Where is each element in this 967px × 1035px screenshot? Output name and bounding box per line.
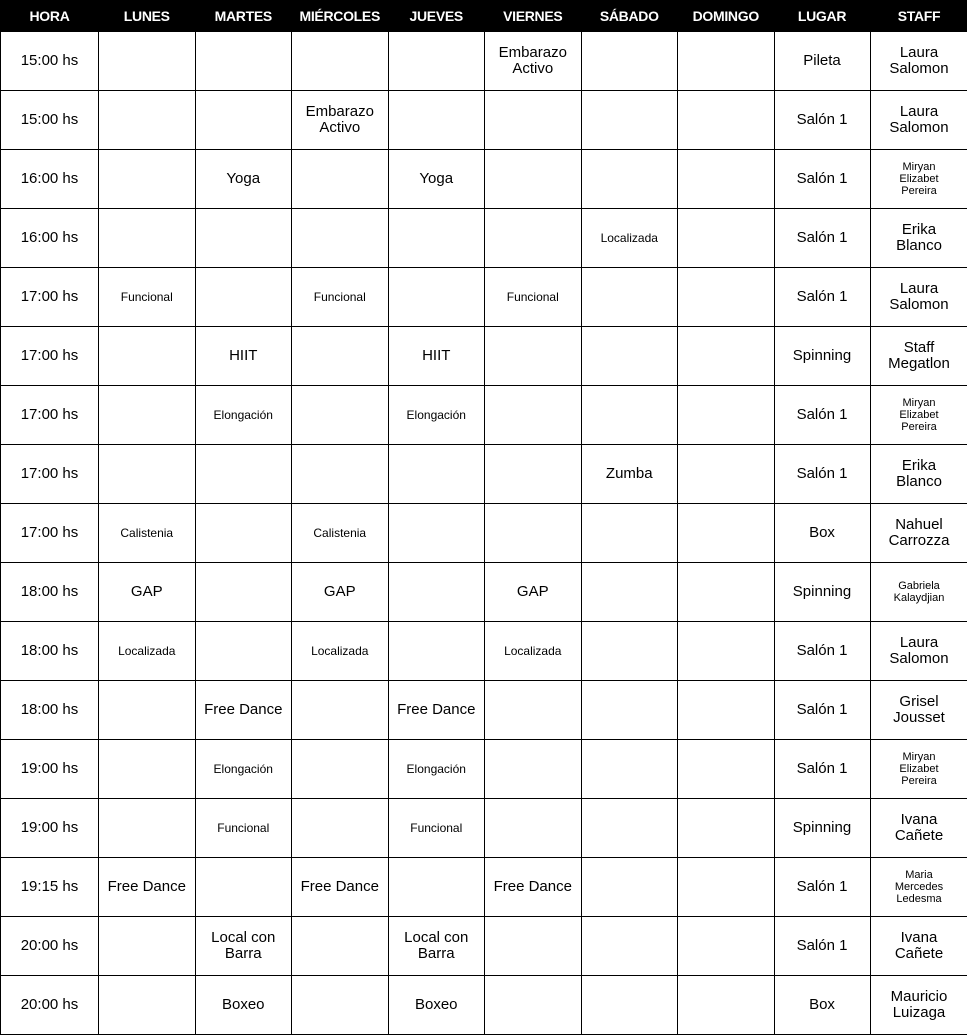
time-cell: 17:00 hs	[1, 445, 99, 504]
class-cell	[678, 622, 775, 681]
class-cell	[292, 209, 389, 268]
class-cell	[99, 976, 196, 1035]
location-cell: Spinning	[774, 327, 870, 386]
staff-cell: Erika Blanco	[870, 445, 967, 504]
class-cell	[99, 91, 196, 150]
location-cell: Salón 1	[774, 268, 870, 327]
class-cell	[678, 976, 775, 1035]
location-cell: Salón 1	[774, 917, 870, 976]
class-cell: Boxeo	[195, 976, 292, 1035]
staff-cell: Gabriela Kalaydjian	[870, 563, 967, 622]
location-cell: Salón 1	[774, 858, 870, 917]
class-cell	[678, 799, 775, 858]
class-cell	[99, 327, 196, 386]
class-cell: Free Dance	[485, 858, 582, 917]
table-row	[1, 976, 967, 1035]
table-row	[1, 681, 967, 740]
class-cell	[292, 445, 389, 504]
class-cell	[581, 976, 678, 1035]
table-row	[1, 150, 967, 209]
class-cell	[678, 32, 775, 91]
location-cell: Box	[774, 504, 870, 563]
staff-cell: Erika Blanco	[870, 209, 967, 268]
class-cell: Embarazo Activo	[485, 32, 582, 91]
class-cell	[581, 681, 678, 740]
location-cell: Salón 1	[774, 445, 870, 504]
time-cell: 19:00 hs	[1, 799, 99, 858]
time-cell: 17:00 hs	[1, 504, 99, 563]
time-cell: 18:00 hs	[1, 563, 99, 622]
table-row	[1, 917, 967, 976]
header-row	[1, 1, 967, 32]
table-row	[1, 91, 967, 150]
class-cell	[195, 268, 292, 327]
class-cell	[485, 209, 582, 268]
class-cell: Funcional	[485, 268, 582, 327]
class-cell	[388, 858, 485, 917]
class-cell	[678, 91, 775, 150]
table-row	[1, 386, 967, 445]
header-day-domingo: DOMINGO	[678, 1, 775, 32]
class-cell	[195, 504, 292, 563]
class-cell	[292, 976, 389, 1035]
staff-cell: Ivana Cañete	[870, 799, 967, 858]
class-cell	[678, 268, 775, 327]
class-cell: Local con Barra	[388, 917, 485, 976]
class-cell	[99, 445, 196, 504]
class-cell: Funcional	[388, 799, 485, 858]
staff-cell: Mauricio Luizaga	[870, 976, 967, 1035]
table-row	[1, 563, 967, 622]
staff-cell: Miryan Elizabet Pereira	[870, 150, 967, 209]
header-day-sabado: SÁBADO	[581, 1, 678, 32]
class-cell	[388, 268, 485, 327]
staff-cell: Laura Salomon	[870, 91, 967, 150]
class-cell	[485, 91, 582, 150]
class-cell	[292, 917, 389, 976]
staff-cell: Maria Mercedes Ledesma	[870, 858, 967, 917]
staff-cell: Miryan Elizabet Pereira	[870, 740, 967, 799]
class-cell: Elongación	[195, 740, 292, 799]
class-cell	[292, 740, 389, 799]
class-cell: Localizada	[581, 209, 678, 268]
class-cell	[99, 799, 196, 858]
class-cell	[292, 32, 389, 91]
class-cell	[292, 681, 389, 740]
time-cell: 17:00 hs	[1, 386, 99, 445]
class-cell	[678, 681, 775, 740]
table-row	[1, 504, 967, 563]
class-cell	[485, 917, 582, 976]
time-cell: 19:00 hs	[1, 740, 99, 799]
header-day-jueves: JUEVES	[388, 1, 485, 32]
class-cell: Funcional	[292, 268, 389, 327]
time-cell: 15:00 hs	[1, 32, 99, 91]
class-cell: HIIT	[195, 327, 292, 386]
class-cell	[99, 386, 196, 445]
class-cell	[581, 917, 678, 976]
location-cell: Box	[774, 976, 870, 1035]
class-cell	[678, 504, 775, 563]
table-row	[1, 858, 967, 917]
location-cell: Salón 1	[774, 622, 870, 681]
staff-cell: Miryan Elizabet Pereira	[870, 386, 967, 445]
class-cell	[485, 681, 582, 740]
class-cell: Free Dance	[195, 681, 292, 740]
time-cell: 19:15 hs	[1, 858, 99, 917]
class-cell	[292, 799, 389, 858]
class-cell	[195, 445, 292, 504]
class-cell	[581, 327, 678, 386]
staff-cell: Ivana Cañete	[870, 917, 967, 976]
header-staff: STAFF	[870, 1, 967, 32]
class-cell	[292, 327, 389, 386]
class-cell	[388, 504, 485, 563]
class-cell	[388, 32, 485, 91]
class-cell	[581, 858, 678, 917]
class-cell	[388, 209, 485, 268]
location-cell: Salón 1	[774, 740, 870, 799]
class-cell: GAP	[292, 563, 389, 622]
table-row	[1, 445, 967, 504]
table-row	[1, 740, 967, 799]
class-cell	[678, 858, 775, 917]
location-cell: Salón 1	[774, 681, 870, 740]
time-cell: 17:00 hs	[1, 268, 99, 327]
class-cell	[195, 858, 292, 917]
class-cell	[581, 622, 678, 681]
header-day-martes: MARTES	[195, 1, 292, 32]
class-cell	[485, 327, 582, 386]
class-cell	[678, 150, 775, 209]
location-cell: Spinning	[774, 563, 870, 622]
class-cell	[388, 445, 485, 504]
class-cell: HIIT	[388, 327, 485, 386]
class-cell	[678, 327, 775, 386]
table-row	[1, 799, 967, 858]
time-cell: 20:00 hs	[1, 976, 99, 1035]
class-cell	[195, 622, 292, 681]
time-cell: 17:00 hs	[1, 327, 99, 386]
class-cell: Free Dance	[99, 858, 196, 917]
class-cell: Funcional	[195, 799, 292, 858]
class-cell: Elongación	[388, 740, 485, 799]
class-cell	[678, 209, 775, 268]
class-cell: Zumba	[581, 445, 678, 504]
class-cell: Localizada	[292, 622, 389, 681]
class-cell	[292, 150, 389, 209]
class-cell	[195, 91, 292, 150]
time-cell: 16:00 hs	[1, 209, 99, 268]
class-cell: Yoga	[195, 150, 292, 209]
class-cell: Elongación	[388, 386, 485, 445]
class-cell: Boxeo	[388, 976, 485, 1035]
class-cell	[99, 32, 196, 91]
location-cell: Salón 1	[774, 209, 870, 268]
time-cell: 15:00 hs	[1, 91, 99, 150]
class-cell: Embarazo Activo	[292, 91, 389, 150]
class-cell	[581, 386, 678, 445]
class-cell: Yoga	[388, 150, 485, 209]
class-cell: Elongación	[195, 386, 292, 445]
class-cell	[581, 91, 678, 150]
class-cell	[581, 504, 678, 563]
schedule-body	[1, 32, 967, 1035]
schedule-header	[1, 1, 967, 32]
class-cell	[99, 740, 196, 799]
table-row	[1, 268, 967, 327]
class-cell	[388, 622, 485, 681]
class-cell: Calistenia	[99, 504, 196, 563]
class-cell	[292, 386, 389, 445]
staff-cell: Grisel Jousset	[870, 681, 967, 740]
class-cell: GAP	[485, 563, 582, 622]
class-cell	[678, 445, 775, 504]
header-lugar: LUGAR	[774, 1, 870, 32]
header-hora: HORA	[1, 1, 99, 32]
staff-cell: Nahuel Carrozza	[870, 504, 967, 563]
location-cell: Salón 1	[774, 91, 870, 150]
class-cell: Local con Barra	[195, 917, 292, 976]
class-cell	[485, 150, 582, 209]
class-cell	[99, 917, 196, 976]
class-cell: GAP	[99, 563, 196, 622]
header-day-lunes: LUNES	[99, 1, 196, 32]
class-cell	[581, 150, 678, 209]
class-cell: Localizada	[99, 622, 196, 681]
staff-cell: Staff Megatlon	[870, 327, 967, 386]
staff-cell: Laura Salomon	[870, 268, 967, 327]
class-cell	[485, 504, 582, 563]
class-cell	[99, 209, 196, 268]
class-cell	[581, 799, 678, 858]
class-cell	[195, 563, 292, 622]
class-cell: Calistenia	[292, 504, 389, 563]
class-cell	[99, 681, 196, 740]
class-cell: Funcional	[99, 268, 196, 327]
class-cell	[485, 976, 582, 1035]
time-cell: 20:00 hs	[1, 917, 99, 976]
class-cell	[99, 150, 196, 209]
table-row	[1, 32, 967, 91]
time-cell: 18:00 hs	[1, 681, 99, 740]
class-cell	[678, 563, 775, 622]
staff-cell: Laura Salomon	[870, 32, 967, 91]
class-cell	[678, 386, 775, 445]
class-cell	[388, 563, 485, 622]
table-row	[1, 622, 967, 681]
class-cell	[581, 32, 678, 91]
table-row	[1, 327, 967, 386]
location-cell: Spinning	[774, 799, 870, 858]
class-cell	[388, 91, 485, 150]
class-cell	[485, 445, 582, 504]
class-cell	[195, 209, 292, 268]
location-cell: Salón 1	[774, 386, 870, 445]
location-cell: Salón 1	[774, 150, 870, 209]
class-cell	[485, 740, 582, 799]
header-day-miercoles: MIÉRCOLES	[292, 1, 389, 32]
class-cell: Free Dance	[292, 858, 389, 917]
staff-cell: Laura Salomon	[870, 622, 967, 681]
table-row	[1, 209, 967, 268]
header-day-viernes: VIERNES	[485, 1, 582, 32]
class-cell	[581, 268, 678, 327]
class-cell: Localizada	[485, 622, 582, 681]
class-cell	[581, 563, 678, 622]
location-cell: Pileta	[774, 32, 870, 91]
class-cell	[485, 386, 582, 445]
time-cell: 18:00 hs	[1, 622, 99, 681]
class-cell	[581, 740, 678, 799]
class-cell	[195, 32, 292, 91]
class-cell	[485, 799, 582, 858]
class-cell	[678, 917, 775, 976]
class-cell: Free Dance	[388, 681, 485, 740]
time-cell: 16:00 hs	[1, 150, 99, 209]
class-cell	[678, 740, 775, 799]
